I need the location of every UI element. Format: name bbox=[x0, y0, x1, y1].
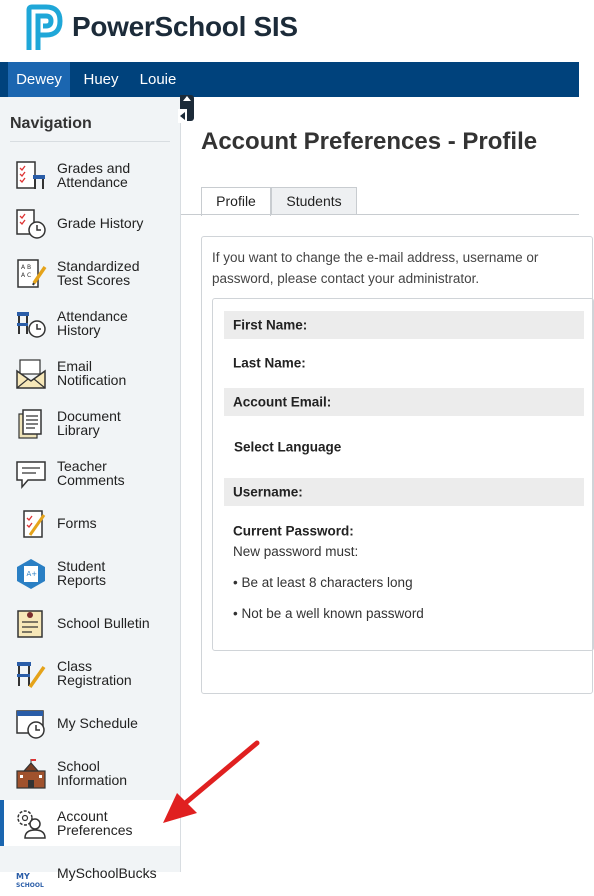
navigation-sidebar bbox=[0, 97, 181, 889]
svg-text:SCHOOL: SCHOOL bbox=[16, 882, 44, 889]
nav-item-my-schedule[interactable] bbox=[0, 700, 176, 746]
password-rule-common: • Not be a well known password bbox=[233, 606, 424, 621]
attendance-history-icon bbox=[14, 307, 48, 341]
app-title: PowerSchool SIS bbox=[72, 11, 298, 42]
collapse-sidebar-button[interactable] bbox=[178, 109, 187, 123]
tab-divider bbox=[181, 214, 579, 215]
nav-item-myschoolbucks[interactable] bbox=[0, 850, 176, 896]
comments-icon bbox=[14, 457, 48, 491]
class-registration-icon bbox=[14, 657, 48, 691]
nav-label: School Bulletin bbox=[57, 615, 150, 631]
nav-item-teacher-comments[interactable] bbox=[0, 450, 176, 496]
nav-item-grades-attendance[interactable] bbox=[0, 152, 176, 198]
nav-label: Document Library bbox=[57, 408, 121, 438]
nav-label: Account Preferences bbox=[57, 808, 133, 838]
app-header bbox=[0, 0, 579, 62]
svg-text:A+: A+ bbox=[26, 570, 38, 578]
nav-item-account-preferences[interactable] bbox=[0, 800, 180, 846]
nav-label: Attendance History bbox=[57, 308, 128, 338]
current-password-label: Current Password: bbox=[233, 523, 354, 539]
page-title: Account Preferences - Profile bbox=[201, 128, 538, 155]
account-preferences-icon bbox=[14, 807, 48, 841]
nav-label: Grades and Attendance bbox=[57, 160, 131, 190]
nav-label: Grade History bbox=[57, 215, 144, 231]
chevron-up-icon bbox=[183, 96, 191, 101]
svg-text:A B: A B bbox=[21, 264, 32, 271]
svg-text:MY: MY bbox=[16, 872, 30, 881]
nav-label: Student Reports bbox=[57, 558, 107, 588]
student-tab-louie[interactable]: Louie bbox=[139, 71, 177, 88]
student-tab-dewey[interactable]: Dewey bbox=[8, 62, 70, 97]
select-language-row bbox=[224, 433, 584, 461]
grade-history-icon bbox=[14, 207, 48, 241]
nav-divider bbox=[10, 141, 170, 142]
test-scores-icon bbox=[14, 257, 48, 291]
chevron-left-icon bbox=[180, 112, 185, 120]
nav-item-school-information[interactable] bbox=[0, 750, 176, 796]
grades-attendance-icon bbox=[14, 159, 48, 193]
first-name-row bbox=[224, 311, 584, 339]
nav-item-class-registration[interactable] bbox=[0, 650, 176, 696]
nav-label: Email Notification bbox=[57, 358, 127, 388]
schedule-icon bbox=[14, 707, 48, 741]
powerschool-logo-icon bbox=[24, 4, 64, 52]
nav-item-attendance-history[interactable] bbox=[0, 300, 176, 346]
select-language-label: Select Language bbox=[234, 439, 342, 455]
password-rules-heading: New password must: bbox=[233, 544, 359, 559]
annotation-arrow-icon bbox=[155, 735, 265, 835]
first-name-label: First Name: bbox=[233, 317, 308, 333]
nav-label: School Information bbox=[57, 758, 128, 788]
nav-label: Forms bbox=[57, 515, 97, 531]
nav-item-student-reports[interactable] bbox=[0, 550, 176, 596]
nav-item-email-notification[interactable] bbox=[0, 350, 176, 396]
myschoolbucks-icon bbox=[14, 857, 48, 891]
nav-label: My Schedule bbox=[57, 715, 138, 731]
nav-item-school-bulletin[interactable] bbox=[0, 600, 176, 646]
nav-item-grade-history[interactable] bbox=[0, 200, 176, 246]
nav-item-document-library[interactable] bbox=[0, 400, 176, 446]
nav-item-standardized-test-scores[interactable] bbox=[0, 250, 176, 296]
tab-students[interactable]: Students bbox=[271, 187, 357, 215]
nav-item-forms[interactable] bbox=[0, 500, 176, 546]
school-icon bbox=[14, 757, 48, 791]
student-selector-bar bbox=[0, 62, 579, 97]
navigation-heading: Navigation bbox=[10, 115, 92, 132]
bulletin-icon bbox=[14, 607, 48, 641]
student-reports-icon bbox=[14, 557, 48, 591]
nav-label: MySchoolBucks bbox=[57, 865, 157, 881]
last-name-label: Last Name: bbox=[233, 355, 306, 371]
username-label: Username: bbox=[233, 484, 303, 500]
document-library-icon bbox=[14, 407, 48, 441]
password-rule-length: • Be at least 8 characters long bbox=[233, 575, 413, 590]
account-email-label: Account Email: bbox=[233, 394, 332, 410]
current-password-row bbox=[224, 517, 584, 545]
username-row bbox=[224, 478, 584, 506]
nav-label: Teacher Comments bbox=[57, 458, 125, 488]
email-icon bbox=[14, 357, 48, 391]
student-tab-huey[interactable]: Huey bbox=[83, 71, 119, 88]
tab-profile[interactable]: Profile bbox=[201, 187, 271, 216]
last-name-row bbox=[224, 349, 584, 377]
nav-label: Standardized Test Scores bbox=[57, 258, 140, 288]
nav-label: Class Registration bbox=[57, 658, 132, 688]
account-email-row bbox=[224, 388, 584, 416]
forms-icon bbox=[14, 507, 48, 541]
intro-text: If you want to change the e-mail address, username or password, please contact your administrator. bbox=[212, 250, 539, 286]
svg-text:A C: A C bbox=[21, 272, 32, 279]
